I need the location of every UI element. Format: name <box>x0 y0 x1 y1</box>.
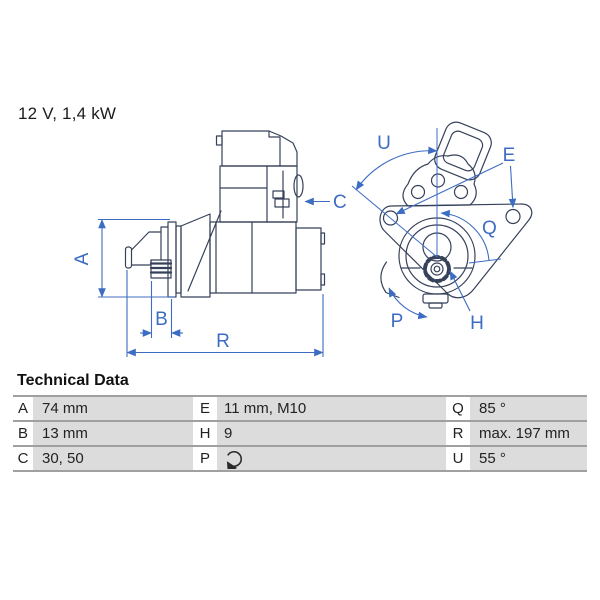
bracket-hole-left <box>412 186 425 199</box>
dim-E-line-right <box>511 166 514 208</box>
key-cell-Q: Q <box>446 397 470 420</box>
solenoid-body <box>220 166 297 222</box>
shaft-stub <box>126 247 132 268</box>
value-cell-Q: 85 ° <box>470 397 587 420</box>
solenoid-notch <box>217 136 223 145</box>
nose-cone <box>132 227 169 265</box>
value-cell-B: 13 mm <box>33 422 193 445</box>
motor-body <box>210 222 296 293</box>
value-cell-A: 74 mm <box>33 397 193 420</box>
table-row <box>13 447 587 472</box>
value-cell-C: 30, 50 <box>33 447 193 470</box>
bolt-hole-right <box>506 210 520 224</box>
pinion-gear-hub <box>431 263 443 275</box>
key-cell-B: B <box>13 422 33 445</box>
dim-label-U: U <box>377 133 391 154</box>
key-cell-P: P <box>193 447 217 470</box>
side-view <box>126 131 325 297</box>
dim-U-angle-line <box>352 186 437 257</box>
end-cap-tab-top <box>321 233 325 244</box>
power-spec-label: 12 V, 1,4 kW <box>18 104 117 123</box>
value-cell-P <box>217 447 446 470</box>
value-cell-H: 9 <box>217 422 446 445</box>
pinion-gear-center <box>434 266 440 272</box>
dim-label-A: A <box>72 252 94 266</box>
terminal-stud-2 <box>275 199 289 207</box>
key-cell-E: E <box>193 397 217 420</box>
dim-label-R: R <box>216 331 230 352</box>
side-view-dim-labels <box>72 192 347 352</box>
solenoid-housing <box>222 131 297 166</box>
side-view-dimensions <box>98 202 330 358</box>
bottom-tab <box>423 294 448 303</box>
flange-plate <box>176 226 181 293</box>
dim-label-B: B <box>155 309 168 330</box>
table-row <box>13 422 587 447</box>
dim-label-Q: Q <box>482 218 497 239</box>
dim-label-E: E <box>502 145 516 166</box>
dim-label-H: H <box>470 313 484 334</box>
key-cell-C: C <box>13 447 33 470</box>
bottom-tab-small <box>429 303 442 308</box>
terminal-boss <box>294 175 303 197</box>
end-cap <box>296 228 321 290</box>
drive-end-bracket <box>181 211 221 297</box>
dim-U-arc <box>356 151 437 190</box>
key-cell-H: H <box>193 422 217 445</box>
bracket-hole-right <box>455 186 468 199</box>
dim-label-C: C <box>333 192 347 213</box>
table-row <box>13 397 587 422</box>
flange-ear <box>381 262 399 298</box>
key-cell-A: A <box>13 397 33 420</box>
key-cell-R: R <box>446 422 470 445</box>
front-solenoid <box>431 119 494 183</box>
value-cell-R: max. 197 mm <box>470 422 587 445</box>
front-view-dim-labels <box>377 133 515 334</box>
key-cell-U: U <box>446 447 470 470</box>
terminal-stud-1 <box>273 191 284 198</box>
body-seams <box>216 222 252 293</box>
value-cell-E: 11 mm, M10 <box>217 397 446 420</box>
dim-label-P: P <box>390 311 404 332</box>
dim-A-extension <box>98 220 175 298</box>
rotation-direction-icon <box>224 449 244 469</box>
end-cap-tab-bottom <box>321 274 325 285</box>
technical-data-title: Technical Data <box>17 372 129 389</box>
bracket-hole-middle <box>432 174 445 187</box>
value-cell-U: 55 ° <box>470 447 587 470</box>
technical-data-table <box>13 395 587 472</box>
